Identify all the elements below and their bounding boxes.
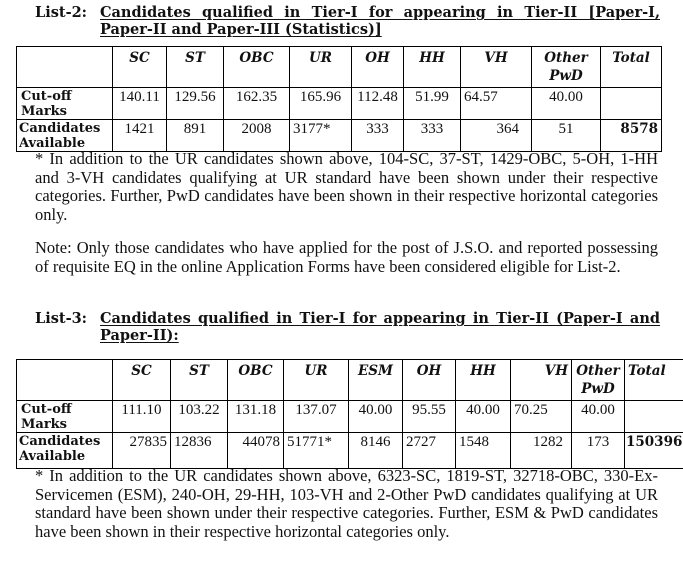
list2-header-hh: HH — [404, 47, 461, 88]
list3-header-oh: OH — [403, 360, 456, 401]
list3-header-row — [17, 360, 683, 401]
list3-cand-st: 12836 — [171, 433, 228, 469]
list3-header-total: Total — [625, 360, 683, 401]
list3-cutoff-oh: 95.55 — [403, 401, 456, 433]
list2-note: Note: Only those candidates who have applied for the post of J.S.O. and reported possessing of requisite EQ in the online Application Forms have been considered eligible for List-2. — [35, 238, 658, 276]
list2-header-row — [17, 47, 662, 88]
list3-cutoff-st: 103.22 — [171, 401, 228, 433]
list2-cutoff-obc: 162.35 — [224, 88, 290, 120]
list2-cutoff-vh: 64.57 — [461, 88, 532, 120]
list3-row-label: Cut-off Marks — [17, 401, 113, 433]
list3-header-obc: OBC — [228, 360, 284, 401]
list2-header-st: ST — [167, 47, 224, 88]
list3-heading — [35, 310, 660, 346]
list2-header-obc: OBC — [224, 47, 290, 88]
list2-header-blank — [17, 47, 113, 88]
list3-row-candidates — [17, 433, 683, 469]
list2-cand-sc: 1421 — [113, 120, 167, 152]
list3-cand-hh: 1548 — [456, 433, 511, 469]
list2-cand-ur: 3177* — [290, 120, 352, 152]
list2-row-cutoff — [17, 88, 662, 120]
list2-cand-st: 891 — [167, 120, 224, 152]
list3-cand-esm: 8146 — [349, 433, 403, 469]
list3-table — [16, 359, 683, 469]
list3-header-hh: HH — [456, 360, 511, 401]
list2-cand-total: 8578 — [601, 120, 662, 152]
list2-header-other-pwd: Other PwD — [532, 47, 601, 88]
list3-header-ur: UR — [284, 360, 349, 401]
list2-cutoff-ur: 165.96 — [290, 88, 352, 120]
list2-cutoff-hh: 51.99 — [404, 88, 461, 120]
list3-cand-ur: 51771* — [284, 433, 349, 469]
list2-cand-hh: 333 — [404, 120, 461, 152]
list3-cutoff-esm: 40.00 — [349, 401, 403, 433]
list3-cutoff-vh: 70.25 — [511, 401, 572, 433]
list2-cutoff-sc: 140.11 — [113, 88, 167, 120]
list3-cutoff-obc: 131.18 — [228, 401, 284, 433]
list2-row-label: Cut-off Marks — [17, 88, 113, 120]
list3-header-sc: SC — [113, 360, 171, 401]
list2-cutoff-total — [601, 88, 662, 120]
list3-cand-other-pwd: 173 — [572, 433, 625, 469]
list2-header-vh: VH — [461, 47, 532, 88]
list2-cand-vh: 364 — [461, 120, 532, 152]
list2-cand-obc: 2008 — [224, 120, 290, 152]
list3-cutoff-other-pwd: 40.00 — [572, 401, 625, 433]
list3-footnote: * In addition to the UR candidates shown above, 6323-SC, 1819-ST, 32718-OBC, 330-Ex-Servicemen (ESM), 240-OH, 29-HH, 103-VH and 2-Other PwD candidates qualifying at UR standard have been shown under their respective categories. Further, ESM & PwD candidates have been shown in their respective horizontal categories only. — [35, 466, 658, 542]
list3-row-cutoff — [17, 401, 683, 433]
list2-header-oh: OH — [352, 47, 404, 88]
list3-header-st: ST — [171, 360, 228, 401]
list3-header-blank — [17, 360, 113, 401]
list3-cand-total: 150396 — [625, 433, 683, 469]
list3-cutoff-ur: 137.07 — [284, 401, 349, 433]
list2-row-label: Candidates Available — [17, 120, 113, 152]
list3-cutoff-hh: 40.00 — [456, 401, 511, 433]
list3-cand-sc: 27835 — [113, 433, 171, 469]
list2-cand-other-pwd: 51 — [532, 120, 601, 152]
list3-cutoff-sc: 111.10 — [113, 401, 171, 433]
list2-header-total: Total — [601, 47, 662, 88]
list2-cutoff-st: 129.56 — [167, 88, 224, 120]
list3-header-vh: VH — [511, 360, 572, 401]
list2-table — [16, 46, 662, 152]
list3-cand-oh: 2727 — [403, 433, 456, 469]
list2-heading — [35, 4, 660, 40]
list3-header-esm: ESM — [349, 360, 403, 401]
list3-row-label: Candidates Available — [17, 433, 113, 469]
list2-title: Candidates qualified in Tier-I for appearing in Tier-II [Paper-I, Paper-II and Paper-III (Statistics)] — [100, 4, 660, 38]
list3-label: List-3: — [35, 310, 88, 327]
list2-label: List-2: — [35, 4, 88, 21]
list3-title: Candidates qualified in Tier-I for appearing in Tier-II (Paper-I and Paper-II): — [100, 310, 660, 344]
list2-header-ur: UR — [290, 47, 352, 88]
list2-header-sc: SC — [113, 47, 167, 88]
list3-cutoff-total — [625, 401, 683, 433]
list2-cutoff-other-pwd: 40.00 — [532, 88, 601, 120]
list2-cand-oh: 333 — [352, 120, 404, 152]
list3-cand-vh: 1282 — [511, 433, 572, 469]
list3-header-other-pwd: Other PwD — [572, 360, 625, 401]
list2-cutoff-oh: 112.48 — [352, 88, 404, 120]
list2-footnote: * In addition to the UR candidates shown above, 104-SC, 37-ST, 1429-OBC, 5-OH, 1-HH and 3-VH candidates qualifying at UR standard have been shown under their respective categories. Further, PwD candidates have been shown in their respective horizontal categories only. — [35, 149, 658, 225]
list2-row-candidates — [17, 120, 662, 152]
list3-cand-obc: 44078 — [228, 433, 284, 469]
